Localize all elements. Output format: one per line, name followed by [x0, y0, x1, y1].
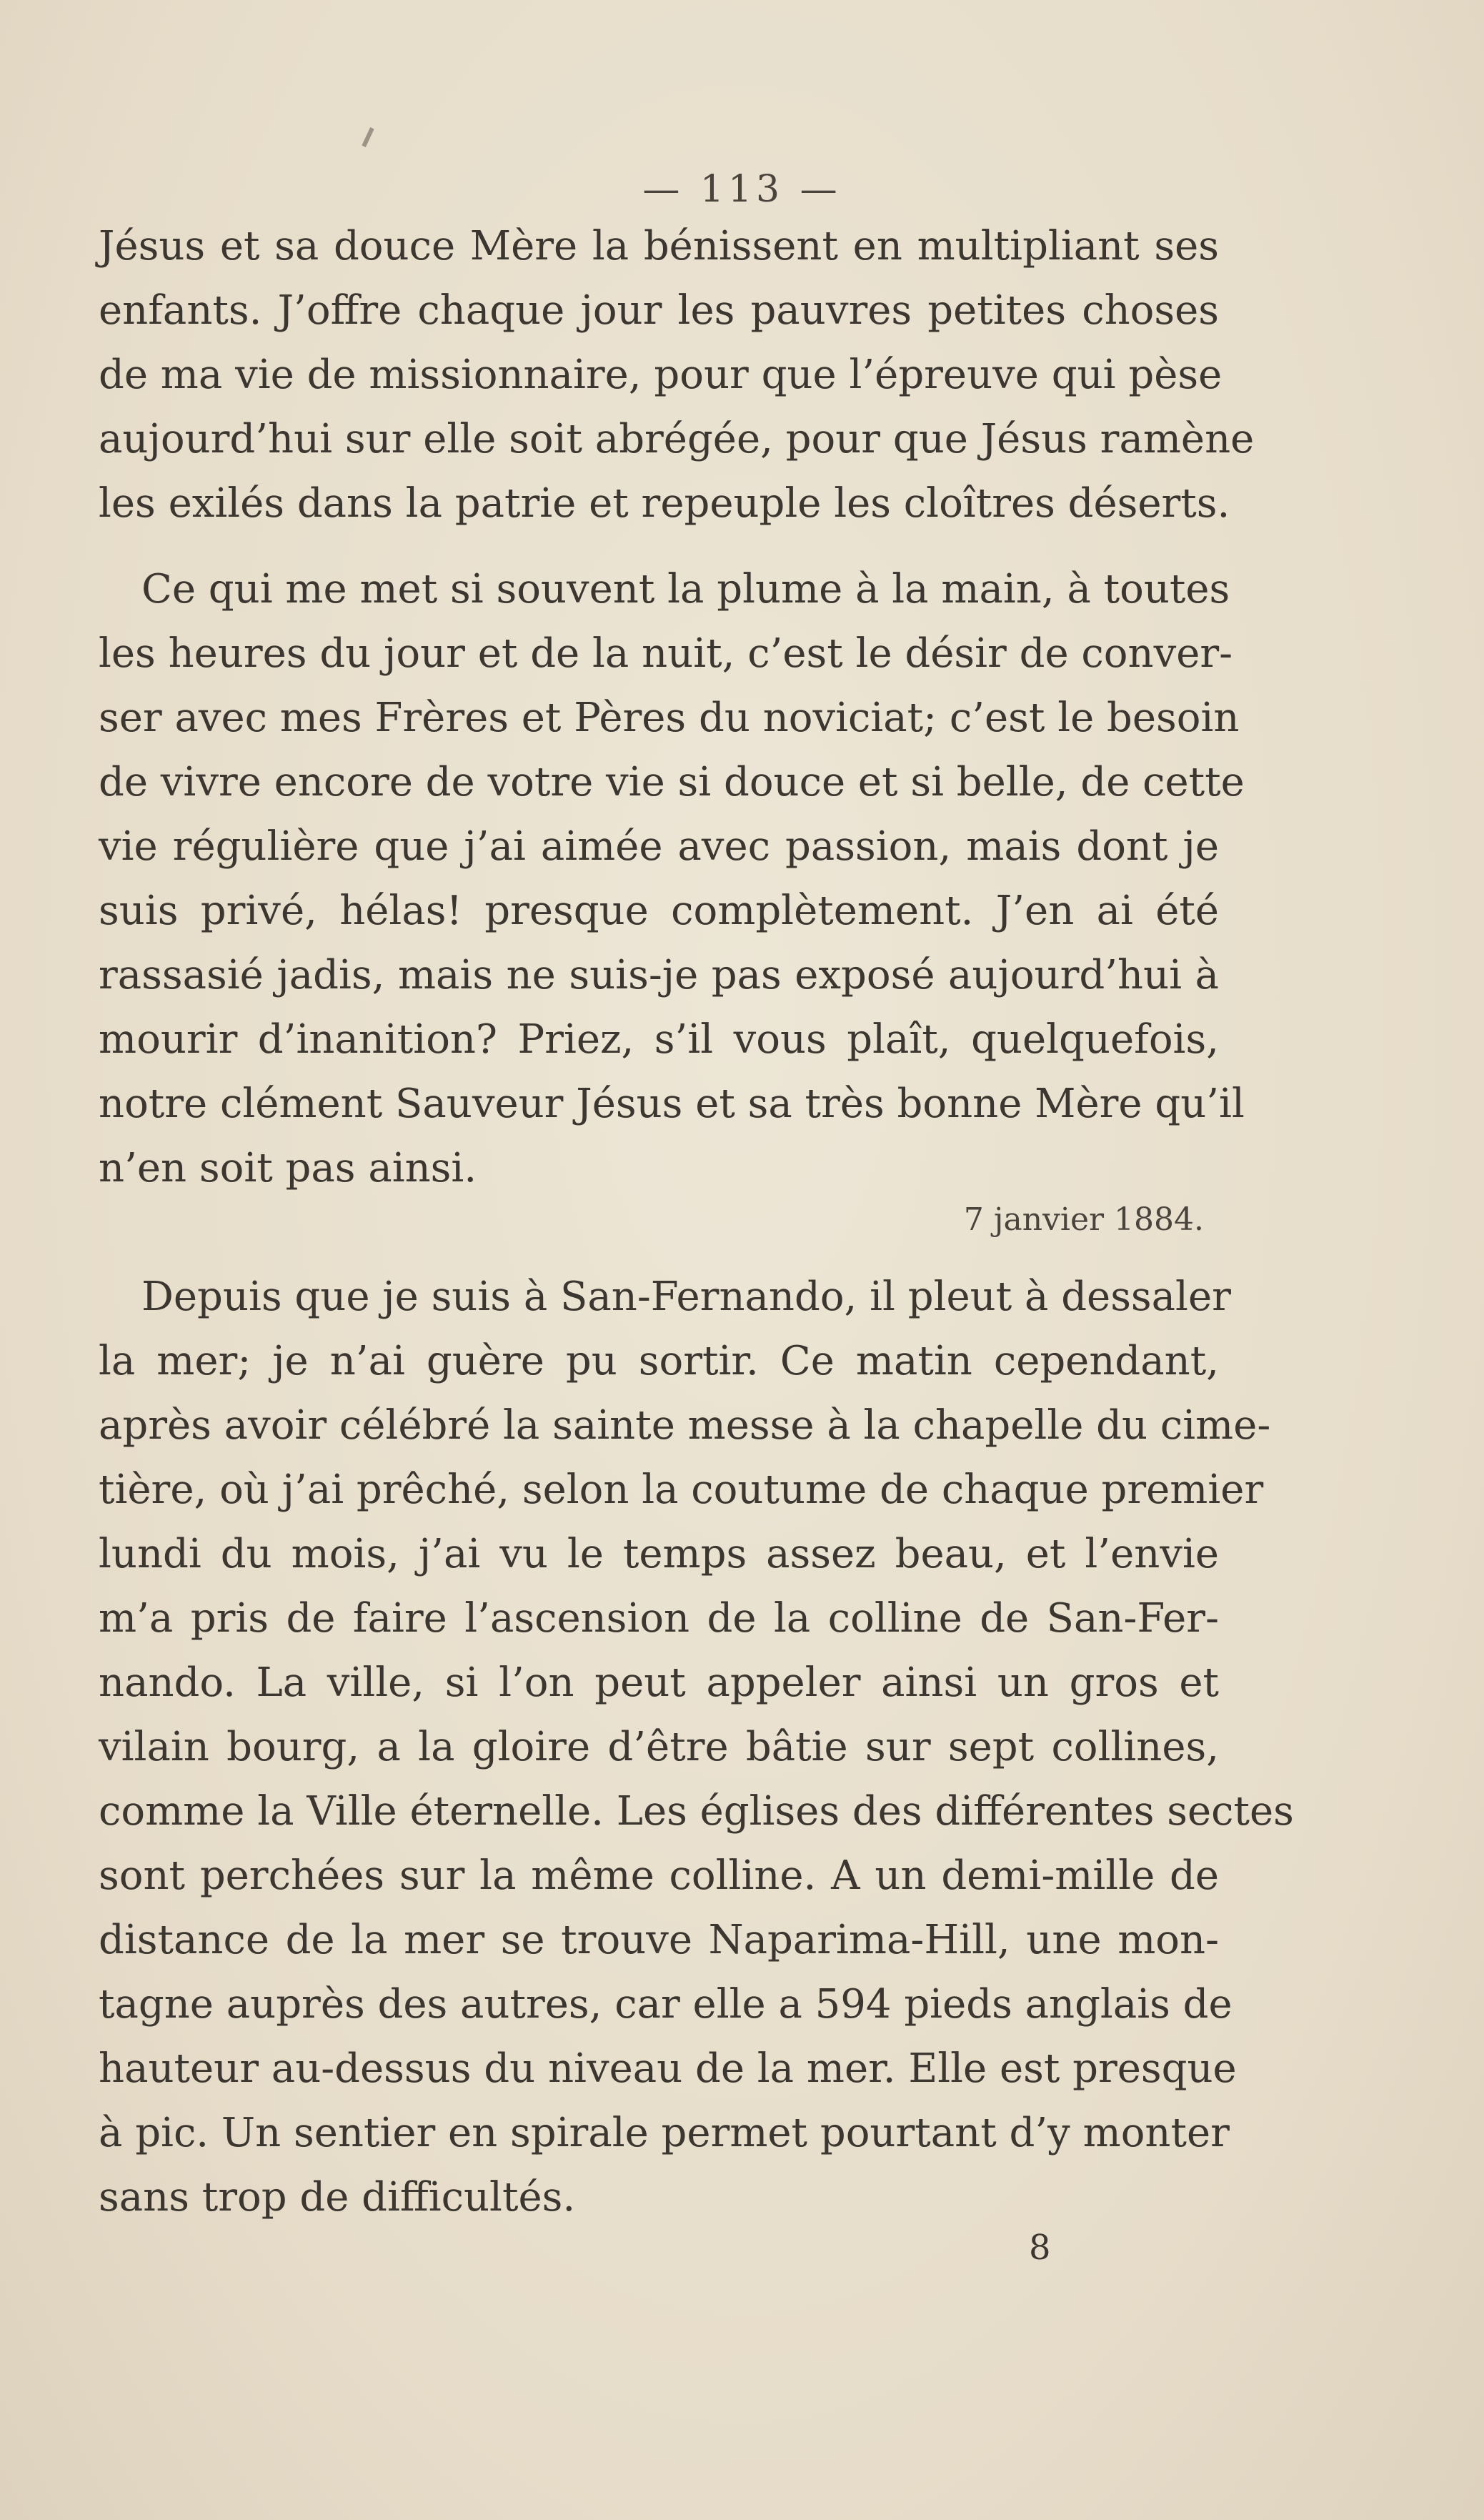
text-line: la mer; je n’ai guère pu sortir. Ce matin cependant, [99, 1338, 1219, 1384]
text-line: de vivre encore de votre vie si douce et si belle, de cette [99, 759, 1245, 805]
text-line: m’a pris de faire l’ascension de la colline de San-Fer- [99, 1595, 1219, 1642]
text-line: aujourd’hui sur elle soit abrégée, pour que Jésus ramène [99, 416, 1255, 462]
text-line: ser avec mes Frères et Pères du noviciat; c’est le besoin [99, 695, 1240, 741]
signature-mark: 8 [1029, 2228, 1051, 2268]
text-line: Depuis que je suis à San-Fernando, il pleut à dessaler [141, 1274, 1231, 1320]
text-line: mourir d’inanition? Priez, s’il vous plaît, quelquefois, [99, 1016, 1219, 1063]
text-line: de ma vie de missionnaire, pour que l’épreuve qui pèse [99, 352, 1222, 398]
text-line: Jésus et sa douce Mère la bénissent en multipliant ses [99, 223, 1219, 269]
text-line: les heures du jour et de la nuit, c’est le désir de conver- [99, 630, 1233, 677]
text-line: suis privé, hélas! presque complètement. J’en ai été [99, 888, 1219, 934]
text-line: rassasié jadis, mais ne suis-je pas exposé aujourd’hui à [99, 952, 1219, 998]
text-line: sont perchées sur la même colline. A un demi-mille de [99, 1852, 1219, 1899]
text-line: vilain bourg, a la gloire d’être bâtie sur sept collines, [99, 1724, 1219, 1770]
text-line: nando. La ville, si l’on peut appeler ainsi un gros et [99, 1660, 1219, 1706]
text-line: tagne auprès des autres, car elle a 594 pieds anglais de [99, 1981, 1232, 2028]
pencil-mark [362, 127, 374, 147]
text-line: les exilés dans la patrie et repeuple les cloîtres déserts. [99, 480, 1230, 527]
text-line: vie régulière que j’ai aimée avec passion, mais dont je [99, 823, 1219, 870]
paragraph-2 [99, 557, 1245, 1201]
text-line: Ce qui me met si souvent la plume à la main, à toutes [141, 566, 1230, 612]
text-line: enfants. J’offre chaque jour les pauvres petites choses [99, 287, 1219, 334]
text-line: lundi du mois, j’ai vu le temps assez beau, et l’envie [99, 1531, 1219, 1577]
paragraph-1 [99, 214, 1255, 536]
text-line: comme la Ville éternelle. Les églises des différentes sectes [99, 1788, 1294, 1835]
text-line: sans trop de difficultés. [99, 2174, 576, 2221]
dateline: 7 janvier 1884. [963, 1201, 1204, 1238]
text-line: à pic. Un sentier en spirale permet pourtant d’y monter [99, 2110, 1230, 2156]
text-line: tière, où j’ai prêché, selon la coutume de chaque premier [99, 1467, 1264, 1513]
page-number: — 113 — [642, 168, 842, 211]
text-line: distance de la mer se trouve Naparima-Hill, une mon- [99, 1917, 1219, 1963]
text-line: n’en soit pas ainsi. [99, 1145, 477, 1191]
paragraph-3 [99, 1265, 1294, 2230]
text-line: hauteur au-dessus du niveau de la mer. Elle est presque [99, 2045, 1237, 2092]
text-line: notre clément Sauveur Jésus et sa très bonne Mère qu’il [99, 1081, 1245, 1127]
text-line: après avoir célébré la sainte messe à la chapelle du cime- [99, 1402, 1271, 1449]
